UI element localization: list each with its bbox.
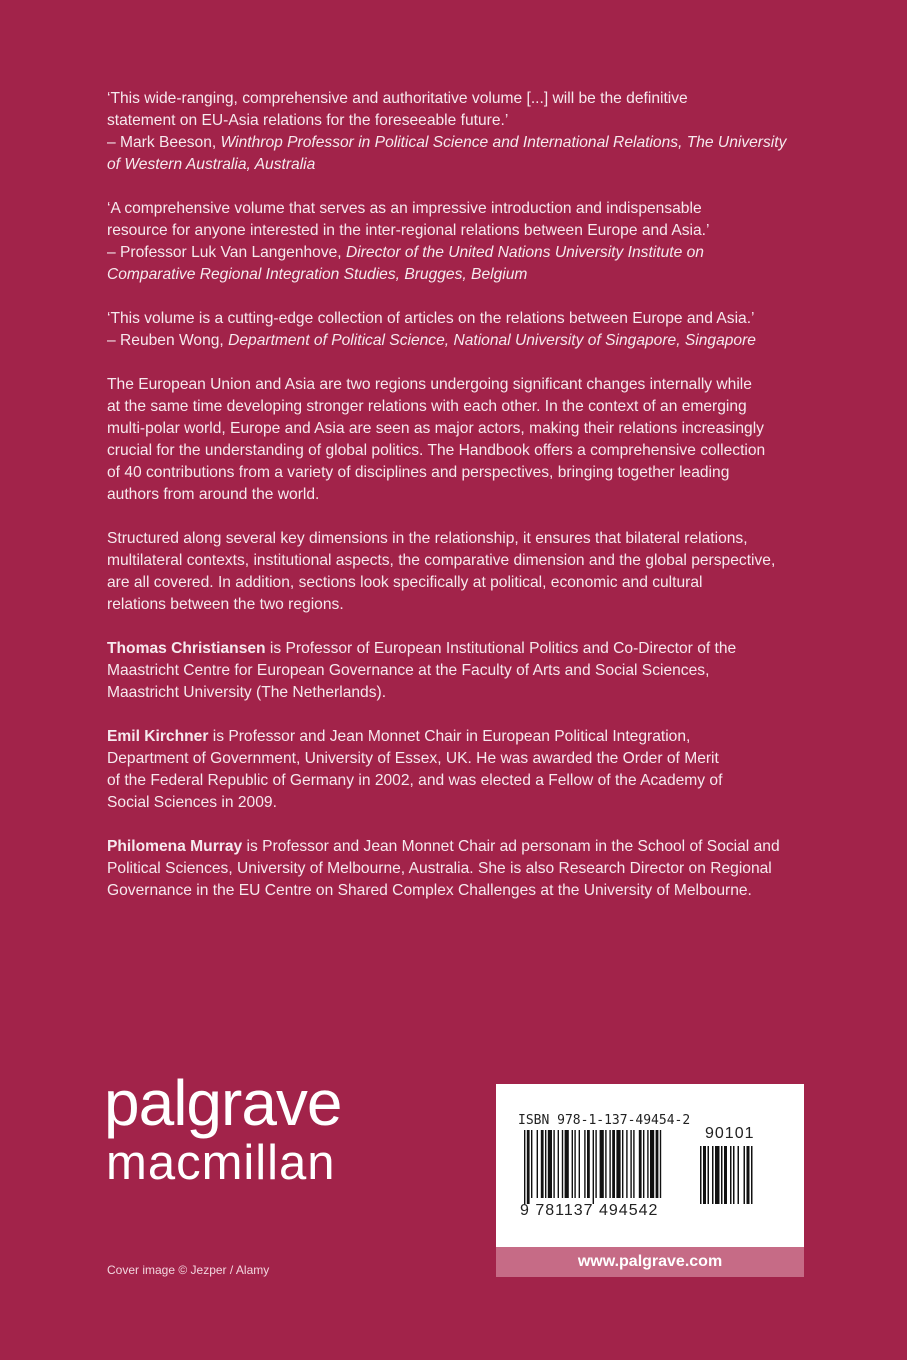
barcode-bar (609, 1130, 610, 1198)
bio-line: Maastricht Centre for European Governance at the Faculty of Arts and Social Sciences, (107, 662, 710, 679)
editor-name: Emil Kirchner (107, 728, 209, 745)
barcode-addon-bar (724, 1146, 727, 1204)
barcode-bar (537, 1130, 538, 1198)
barcode-addon-bar (721, 1146, 723, 1204)
description-line: multi-polar world, Europe and Asia are seen as major actors, making their relations increasingly (107, 420, 764, 437)
cover-image-credit: Cover image © Jezper / Alamy (107, 1263, 270, 1277)
barcode-addon-bar (751, 1146, 753, 1204)
barcode-bar (548, 1130, 552, 1198)
quote-attribution (107, 330, 807, 352)
editor-name: Thomas Christiansen (107, 640, 266, 657)
barcode-bar (574, 1130, 575, 1198)
description-line: multilateral contexts, institutional aspects, the comparative dimension and the global perspective, (107, 552, 776, 569)
quote-author: – Mark Beeson, (107, 134, 221, 151)
publisher-logo-palgrave: palgrave (104, 1067, 342, 1139)
publisher-logo-macmillan: macmillan (106, 1136, 336, 1190)
barcode-bar (643, 1130, 644, 1198)
description-line: at the same time developing stronger relations with each other. In the context of an emerging (107, 398, 747, 415)
publisher-website[interactable]: www.palgrave.com (496, 1247, 804, 1277)
bio-line: Political Sciences, University of Melbourne, Australia. She is also Research Director on Regional (107, 860, 772, 877)
book-description (107, 374, 807, 506)
bio-line: of the Federal Republic of Germany in 2002, and was elected a Fellow of the Academy of (107, 772, 723, 789)
barcode-addon-bar (715, 1146, 720, 1204)
isbn-label: ISBN 978-1-137-49454-2 (518, 1113, 691, 1128)
quote-line: resource for anyone interested in the inter-regional relations between Europe and Asia.’ (107, 222, 710, 239)
barcode-addon-bar (700, 1146, 702, 1204)
barcode-bar (579, 1130, 580, 1198)
bio-line (107, 726, 807, 748)
bio-line (107, 836, 807, 858)
barcode-bar (660, 1130, 661, 1198)
barcode-bar (595, 1130, 596, 1198)
quote-line: ‘This wide-ranging, comprehensive and authoritative volume [...] will be the definitive (107, 90, 688, 107)
barcode-addon-bar (708, 1146, 710, 1204)
book-description (107, 528, 807, 616)
quote-attribution (107, 132, 807, 154)
quote-affiliation: Director of the United Nations University Institute on (345, 244, 704, 261)
barcode-bar (622, 1130, 623, 1198)
bio-text: is Professor and Jean Monnet Chair in European Political Integration, (208, 728, 691, 745)
barcode-bar (527, 1130, 530, 1204)
bio-text: is Professor and Jean Monnet Chair ad personam in the School of Social and (242, 838, 780, 855)
barcode-bar (616, 1130, 620, 1198)
barcode-bar (612, 1130, 615, 1198)
editor-bio (107, 638, 807, 704)
isbn-barcode (496, 1084, 804, 1247)
review-quote (107, 198, 807, 286)
barcode-addon-digits: 90101 (705, 1125, 755, 1142)
barcode-bar (565, 1130, 569, 1198)
barcode-bar (593, 1130, 594, 1204)
barcode-addon-bar (703, 1146, 706, 1204)
barcode-bar (647, 1130, 648, 1198)
review-quote (107, 308, 807, 352)
barcode-bar (553, 1130, 554, 1198)
barcode-addon-bar (744, 1146, 746, 1204)
description-line: The European Union and Asia are two regions undergoing significant changes internally while (107, 376, 752, 393)
description-line: of 40 contributions from a variety of disciplines and perspectives, bringing together leading (107, 464, 730, 481)
barcode-bar (562, 1130, 563, 1198)
barcode-addon-bar (733, 1146, 735, 1204)
barcode-addon-bar (712, 1146, 714, 1204)
quote-affiliation: Department of Political Science, National University of Singapore, Singapore (228, 332, 756, 349)
barcode-bar (584, 1130, 585, 1198)
description-line: are all covered. In addition, sections look specifically at political, economic and cultural (107, 574, 703, 591)
barcode-addon-bar (738, 1146, 740, 1204)
quote-attribution (107, 242, 807, 264)
quote-affiliation: of Western Australia, Australia (107, 156, 316, 173)
editor-bio (107, 836, 807, 902)
barcode-bar (656, 1130, 659, 1198)
barcode-digits: 9 781137 494542 (520, 1202, 659, 1219)
barcode-bar (639, 1130, 642, 1198)
editor-name: Philomena Murray (107, 838, 243, 855)
barcode-bar (650, 1130, 654, 1198)
barcode-bar (587, 1130, 590, 1198)
back-cover-text (107, 88, 807, 924)
barcode-bar (524, 1130, 525, 1204)
quote-affiliation: Comparative Regional Integration Studies, Brugges, Belgium (107, 266, 528, 283)
barcode-bar (531, 1130, 532, 1198)
bio-line: Governance in the EU Centre on Shared Complex Challenges at the University of Melbourne. (107, 882, 752, 899)
quote-line: statement on EU-Asia relations for the foreseeable future.’ (107, 112, 509, 129)
quote-author: – Professor Luk Van Langenhove, (107, 244, 346, 261)
barcode-bar (541, 1130, 544, 1198)
barcode-bar (626, 1130, 627, 1198)
editor-bio (107, 726, 807, 814)
bio-line: Department of Government, University of Essex, UK. He was awarded the Order of Merit (107, 750, 719, 767)
quote-author: – Reuben Wong, (107, 332, 229, 349)
description-line: crucial for the understanding of global politics. The Handbook offers a comprehensive collection (107, 442, 766, 459)
barcode-bar (605, 1130, 606, 1198)
quote-affiliation: Winthrop Professor in Political Science and International Relations, The University (220, 134, 787, 151)
description-line: Structured along several key dimensions in the relationship, it ensures that bilateral relations, (107, 530, 748, 547)
quote-line: ‘A comprehensive volume that serves as an impressive introduction and indispensable (107, 200, 702, 217)
description-line: authors from around the world. (107, 486, 320, 503)
barcode-bar (545, 1130, 546, 1198)
barcode-bar (630, 1130, 631, 1198)
barcode-addon-bar (730, 1146, 732, 1204)
barcode-addon-bar (747, 1146, 750, 1204)
barcode-bar (558, 1130, 559, 1198)
barcode-bar (572, 1130, 573, 1198)
barcode-bar (600, 1130, 604, 1198)
bio-text: is Professor of European Institutional Politics and Co-Director of the (265, 640, 737, 657)
quote-line: ‘This volume is a cutting-edge collection of articles on the relations between Europe and Asia.’ (107, 310, 755, 327)
bio-line: Maastricht University (The Netherlands). (107, 684, 387, 701)
review-quote (107, 88, 807, 176)
bio-line: Social Sciences in 2009. (107, 794, 277, 811)
barcode-bar (633, 1130, 634, 1198)
bio-line (107, 638, 807, 660)
description-line: relations between the two regions. (107, 596, 344, 613)
